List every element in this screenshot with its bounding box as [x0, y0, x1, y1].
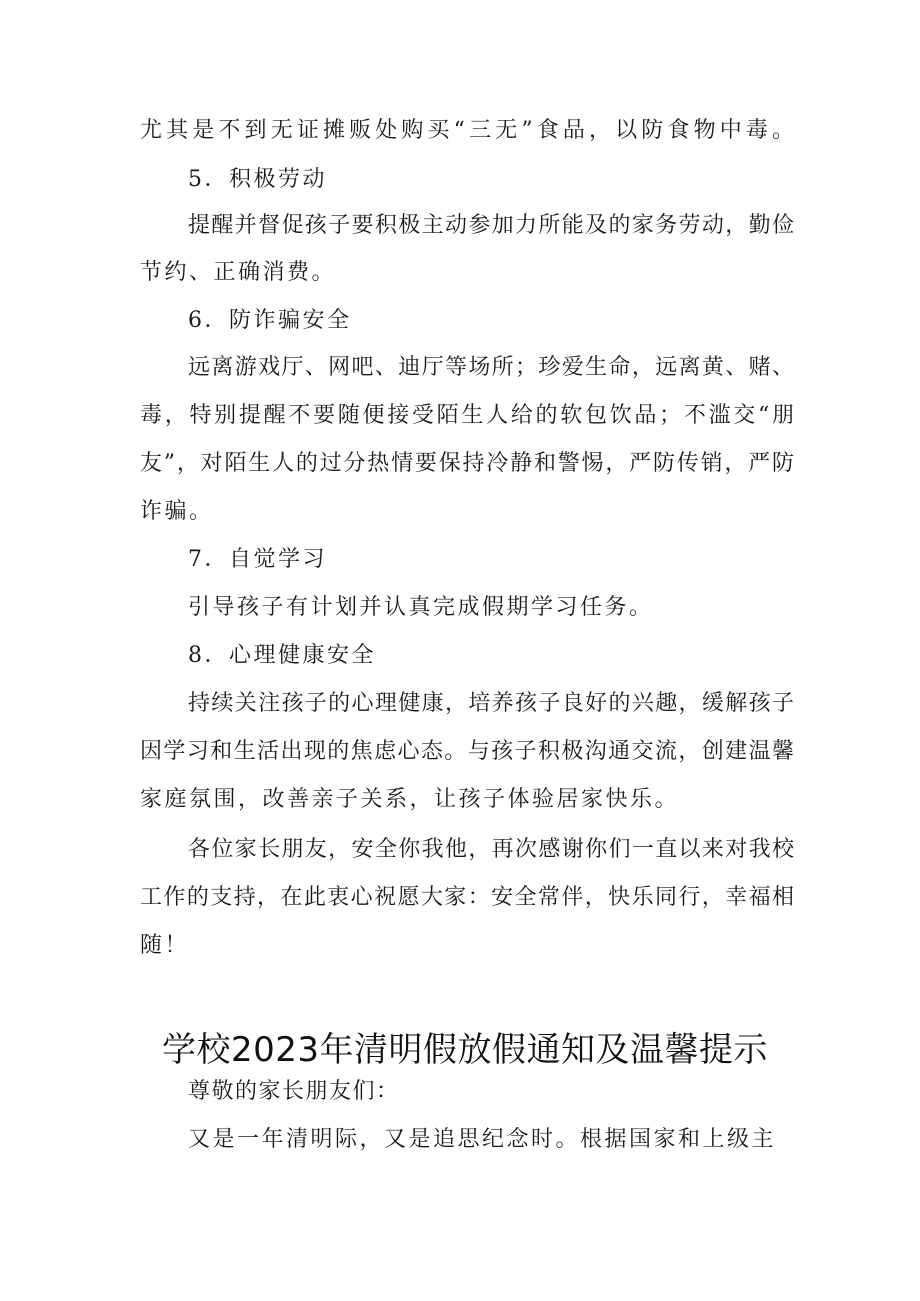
paragraph-line: 引导孩子有计划并认真完成假期学习任务。 — [188, 595, 654, 620]
section-heading-7: 7．自觉学习 — [188, 547, 327, 572]
paragraph-line: 节约、正确消费。 — [140, 260, 337, 285]
section-heading-6: 6．防诈骗安全 — [188, 308, 352, 333]
paragraph-line: 提醒并督促孩子要积极主动参加力所能及的家务劳动，勤俭 — [188, 213, 794, 238]
opening-paragraph-line: 又是一年清明际，又是追思纪念时。根据国家和上级主 — [188, 1127, 777, 1152]
paragraph-line: 友”，对陌生人的过分热情要保持冷静和警惕，严防传销，严防 — [140, 451, 794, 476]
paragraph-line: 持续关注孩子的心理健康，培养孩子良好的兴趣，缓解孩子 — [188, 691, 794, 716]
section-heading-8: 8．心理健康安全 — [188, 643, 376, 668]
paragraph-line: 家庭氛围，改善亲子关系，让孩子体验居家快乐。 — [140, 787, 680, 812]
paragraph-line: 远离游戏厅、网吧、迪厅等场所；珍爱生命，远离黄、赌、 — [188, 355, 794, 380]
paragraph-line: 诈骗。 — [140, 499, 214, 524]
paragraph-line: 随！ — [140, 933, 190, 958]
paragraph-line: 各位家长朋友，安全你我他，再次感谢你们一直以来对我校 — [188, 837, 794, 862]
notice-title: 学校2023年清明假放假通知及温馨提示 — [162, 1030, 769, 1070]
paragraph-line: 毒，特别提醒不要随便接受陌生人给的软包饮品；不滥交“朋 — [140, 403, 794, 428]
greeting: 尊敬的家长朋友们： — [188, 1079, 400, 1104]
paragraph-line: 因学习和生活出现的焦虑心态。与孩子积极沟通交流，创建温馨 — [140, 739, 794, 764]
section-heading-5: 5．积极劳动 — [188, 167, 327, 192]
paragraph-line: 工作的支持，在此衷心祝愿大家：安全常伴，快乐同行，幸福相 — [140, 885, 794, 910]
paragraph-line: 尤其是不到无证摊贩处购买“三无”食品，以防食物中毒。 — [140, 118, 794, 143]
